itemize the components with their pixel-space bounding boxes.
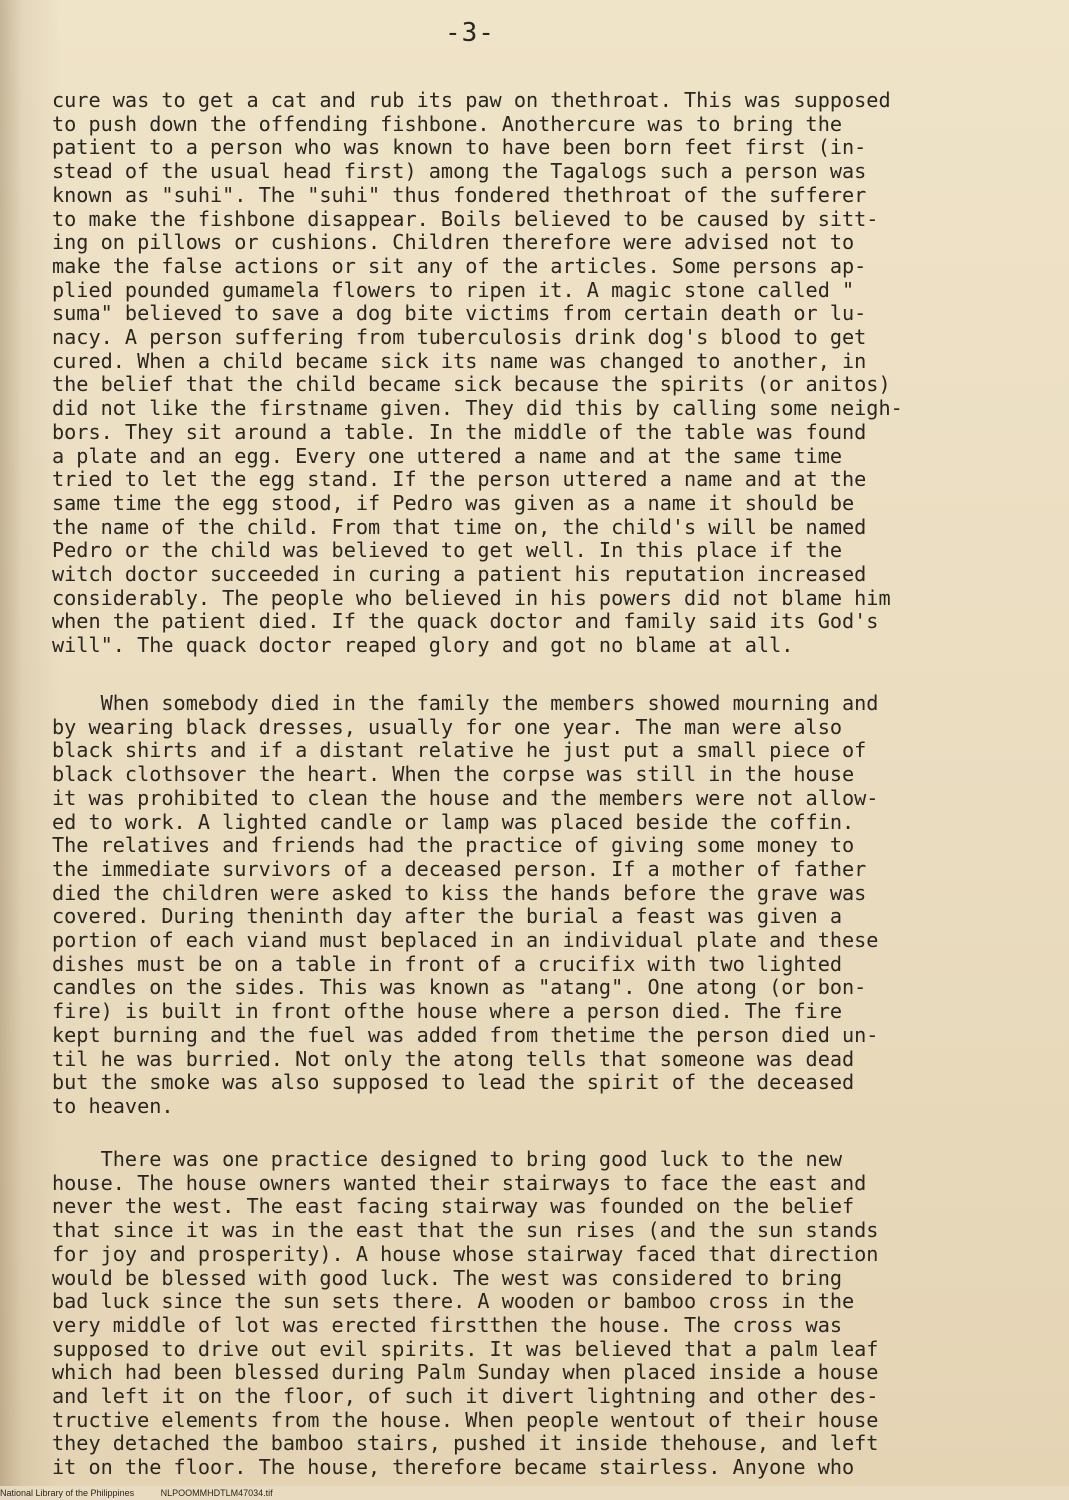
text-line: the immediate survivors of a deceased person. If a mother of father [52,856,867,881]
text-line: covered. During theninth day after the burial a feast was given a [52,904,843,929]
text-line: candles on the sides. This was known as "atang". One atong (or bon- [52,975,867,1000]
paragraph-house-customs [52,1148,1042,1480]
text-line: bors. They sit around a table. In the middle of the table was found [52,419,867,444]
text-line: cured. When a child became sick its name was changed to another, in [52,348,867,373]
text-line: stead of the usual head first) among the Tagalogs such a person was [52,159,867,184]
text-line: black clothsover the heart. When the corpse was still in the house [52,762,855,787]
text-line: supposed to drive out evil spirits. It was believed that a palm leaf [52,1336,879,1361]
page-number: -3- [445,18,495,48]
text-line: died the children were asked to kiss the hands before the grave was [52,880,867,905]
text-line: when the patient died. If the quack doctor and family said its God's [52,609,879,634]
text-line: and left it on the floor, of such it divert lightning and other des- [52,1384,879,1409]
text-line: would be blessed with good luck. The west was considered to bring [52,1265,843,1290]
text-line: by wearing black dresses, usually for one year. The man were also [52,714,843,739]
text-line: witch doctor succeeded in curing a patient his reputation increased [52,562,867,587]
text-line: plied pounded gumamela flowers to ripen it. A magic stone called " [52,277,855,302]
text-line: for joy and prosperity). A house whose stairway faced that direction [52,1241,879,1266]
text-line: that since it was in the east that the sun rises (and the sun stands [52,1218,879,1243]
text-line: a plate and an egg. Every one uttered a name and at the same time [52,443,843,468]
text-line: ing on pillows or cushions. Children therefore were advised not to [52,230,855,255]
text-line: cure was to get a cat and rub its paw on thethroat. This was supposed [52,88,891,112]
text-line: known as "suhi". The "suhi" thus fondered thethroat of the sufferer [52,182,867,207]
text-line: they detached the bamboo stairs, pushed it inside thehouse, and left [52,1431,879,1456]
text-line: did not like the firstname given. They did this by calling some neigh- [52,396,903,421]
text-line: to heaven. [52,1093,174,1118]
footer-source: National Library of the Philippines [0,1488,135,1498]
text-line: which had been blessed during Palm Sunday when placed inside a house [52,1360,879,1385]
footer-filename: NLPOOMMHDTLM47034.tif [160,1488,273,1498]
text-line: black shirts and if a distant relative he just put a small piece of [52,738,867,763]
text-line: will". The quack doctor reaped glory and got no blame at all. [52,633,794,658]
text-line: to push down the offending fishbone. Anothercure was to bring the [52,111,843,136]
text-line: tried to let the egg stand. If the person uttered a name and at the [52,467,867,492]
text-line: There was one practice designed to bring good luck to the new [52,1147,843,1171]
text-line: portion of each viand must beplaced in an individual plate and these [52,928,879,953]
text-line: the name of the child. From that time on, the child's will be named [52,514,867,539]
text-line: tructive elements from the house. When people wentout of their house [52,1407,879,1432]
text-line: Pedro or the child was believed to get well. In this place if the [52,538,843,563]
text-line: make the false actions or sit any of the articles. Some persons ap- [52,253,867,278]
text-line: When somebody died in the family the members showed mourning and [52,691,879,715]
text-line: nacy. A person suffering from tuberculosis drink dog's blood to get [52,325,867,350]
text-line: suma" believed to save a dog bite victims from certain death or lu- [52,301,867,326]
text-line: it on the floor. The house, therefore became stairless. Anyone who [52,1455,855,1480]
text-line: ed to work. A lighted candle or lamp was placed beside the coffin. [52,809,855,834]
text-line: The relatives and friends had the practice of giving some money to [52,833,855,858]
text-line: kept burning and the fuel was added from thetime the person died un- [52,1022,879,1047]
paragraph-mourning-customs [52,692,1042,1119]
text-line: til he was burried. Not only the atong tells that someone was dead [52,1046,855,1071]
text-line: patient to a person who was known to have been born feet first (in- [52,135,867,160]
text-line: house. The house owners wanted their stairways to face the east and [52,1170,867,1195]
text-line: but the smoke was also supposed to lead the spirit of the deceased [52,1070,855,1095]
paragraph-folk-cures [52,89,1042,658]
text-line: bad luck since the sun sets there. A wooden or bamboo cross in the [52,1289,855,1314]
text-line: same time the egg stood, if Pedro was given as a name it should be [52,490,855,515]
text-line: the belief that the child became sick because the spirits (or anitos) [52,372,891,397]
text-line: never the west. The east facing stairway was founded on the belief [52,1194,855,1219]
scan-footer [0,1486,1069,1500]
text-line: very middle of lot was erected firstthen the house. The cross was [52,1312,843,1337]
text-line: considerably. The people who believed in his powers did not blame him [52,585,891,610]
text-line: fire) is built in front ofthe house where a person died. The fire [52,999,843,1024]
text-line: it was prohibited to clean the house and the members were not allow- [52,785,879,810]
text-line: dishes must be on a table in front of a crucifix with two lighted [52,951,843,976]
text-line: to make the fishbone disappear. Boils believed to be caused by sitt- [52,206,879,231]
